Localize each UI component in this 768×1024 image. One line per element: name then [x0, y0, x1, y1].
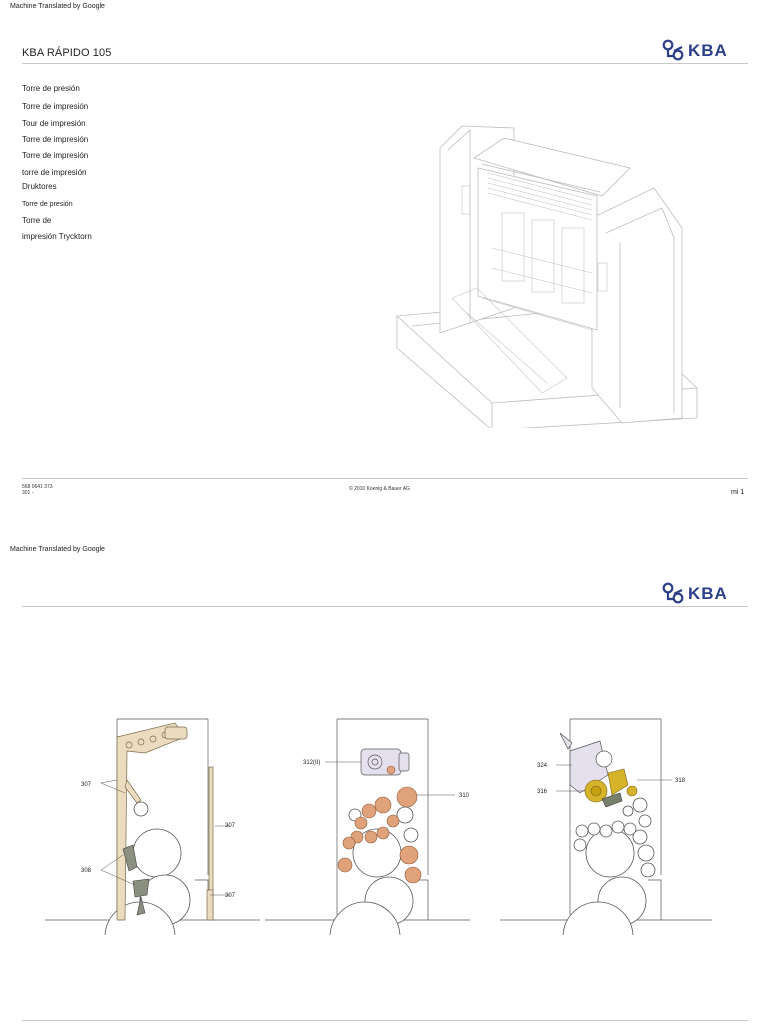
- language-item: Tour de impresión: [22, 119, 86, 128]
- language-item: impresión Trycktorn: [22, 232, 92, 241]
- roller: [134, 802, 148, 816]
- language-item: torre de impresión: [22, 168, 87, 177]
- machine-translated-note: Machine Translated by Google: [10, 3, 105, 10]
- printing-tower-illustration: [392, 118, 702, 428]
- ink-roller: [377, 827, 389, 839]
- callout-label: 307: [225, 893, 236, 899]
- callout-label: 308: [81, 868, 92, 874]
- footer-rule: [22, 478, 748, 479]
- footer-code: 301 -: [22, 490, 34, 496]
- machine-translated-note: Machine Translated by Google: [10, 546, 105, 553]
- ink-roller: [397, 787, 417, 807]
- copyright: © 2010 Koenig & Bauer AG: [349, 486, 410, 492]
- ink-roller: [375, 797, 391, 813]
- header-rule: [22, 63, 748, 64]
- language-item: Torre de presión: [22, 84, 80, 93]
- ink-roller: [343, 837, 355, 849]
- roller: [397, 807, 413, 823]
- callout-label: 310: [459, 793, 470, 799]
- roller: [404, 828, 418, 842]
- plate-cylinder: [133, 829, 181, 877]
- language-item: Torre de impresión: [22, 135, 89, 144]
- ink-roller: [405, 867, 421, 883]
- footer-code: 568 0641 373: [22, 484, 53, 490]
- ink-roller: [362, 804, 376, 818]
- callout-label: 324: [537, 763, 548, 769]
- plate-cylinder: [586, 829, 634, 877]
- page-number: mi 1: [731, 489, 745, 496]
- footer-rule: [22, 1020, 748, 1021]
- ink-roller: [338, 858, 352, 872]
- language-item: Torre de: [22, 216, 52, 225]
- kba-logo: [662, 39, 748, 61]
- ink-roller: [387, 815, 399, 827]
- language-item: Torre de impresión: [22, 151, 89, 160]
- callout-label: 316: [537, 789, 548, 795]
- callout-label: 312(II): [303, 760, 321, 766]
- diagram-printing-unit-right: [500, 715, 720, 935]
- diagram-printing-unit-middle: [265, 715, 475, 935]
- callout-label: 307: [225, 823, 236, 829]
- ink-roller: [355, 817, 367, 829]
- language-item: Torre de impresión: [22, 102, 89, 111]
- page-title: KBA RÁPIDO 105: [22, 47, 112, 59]
- kba-logo: [662, 582, 748, 604]
- callout-label: 307: [81, 782, 92, 788]
- ink-roller: [365, 831, 377, 843]
- footer-codes: [22, 484, 53, 496]
- kba-logo-text: KBA: [688, 41, 728, 60]
- language-item: Torre de presión: [22, 201, 73, 208]
- diagram-printing-unit-left: [45, 715, 265, 935]
- kba-logo-text: KBA: [688, 584, 728, 603]
- header-rule: [22, 606, 748, 607]
- callout-label: 318: [675, 778, 686, 784]
- language-item: Druktores: [22, 182, 57, 191]
- ink-roller: [400, 846, 418, 864]
